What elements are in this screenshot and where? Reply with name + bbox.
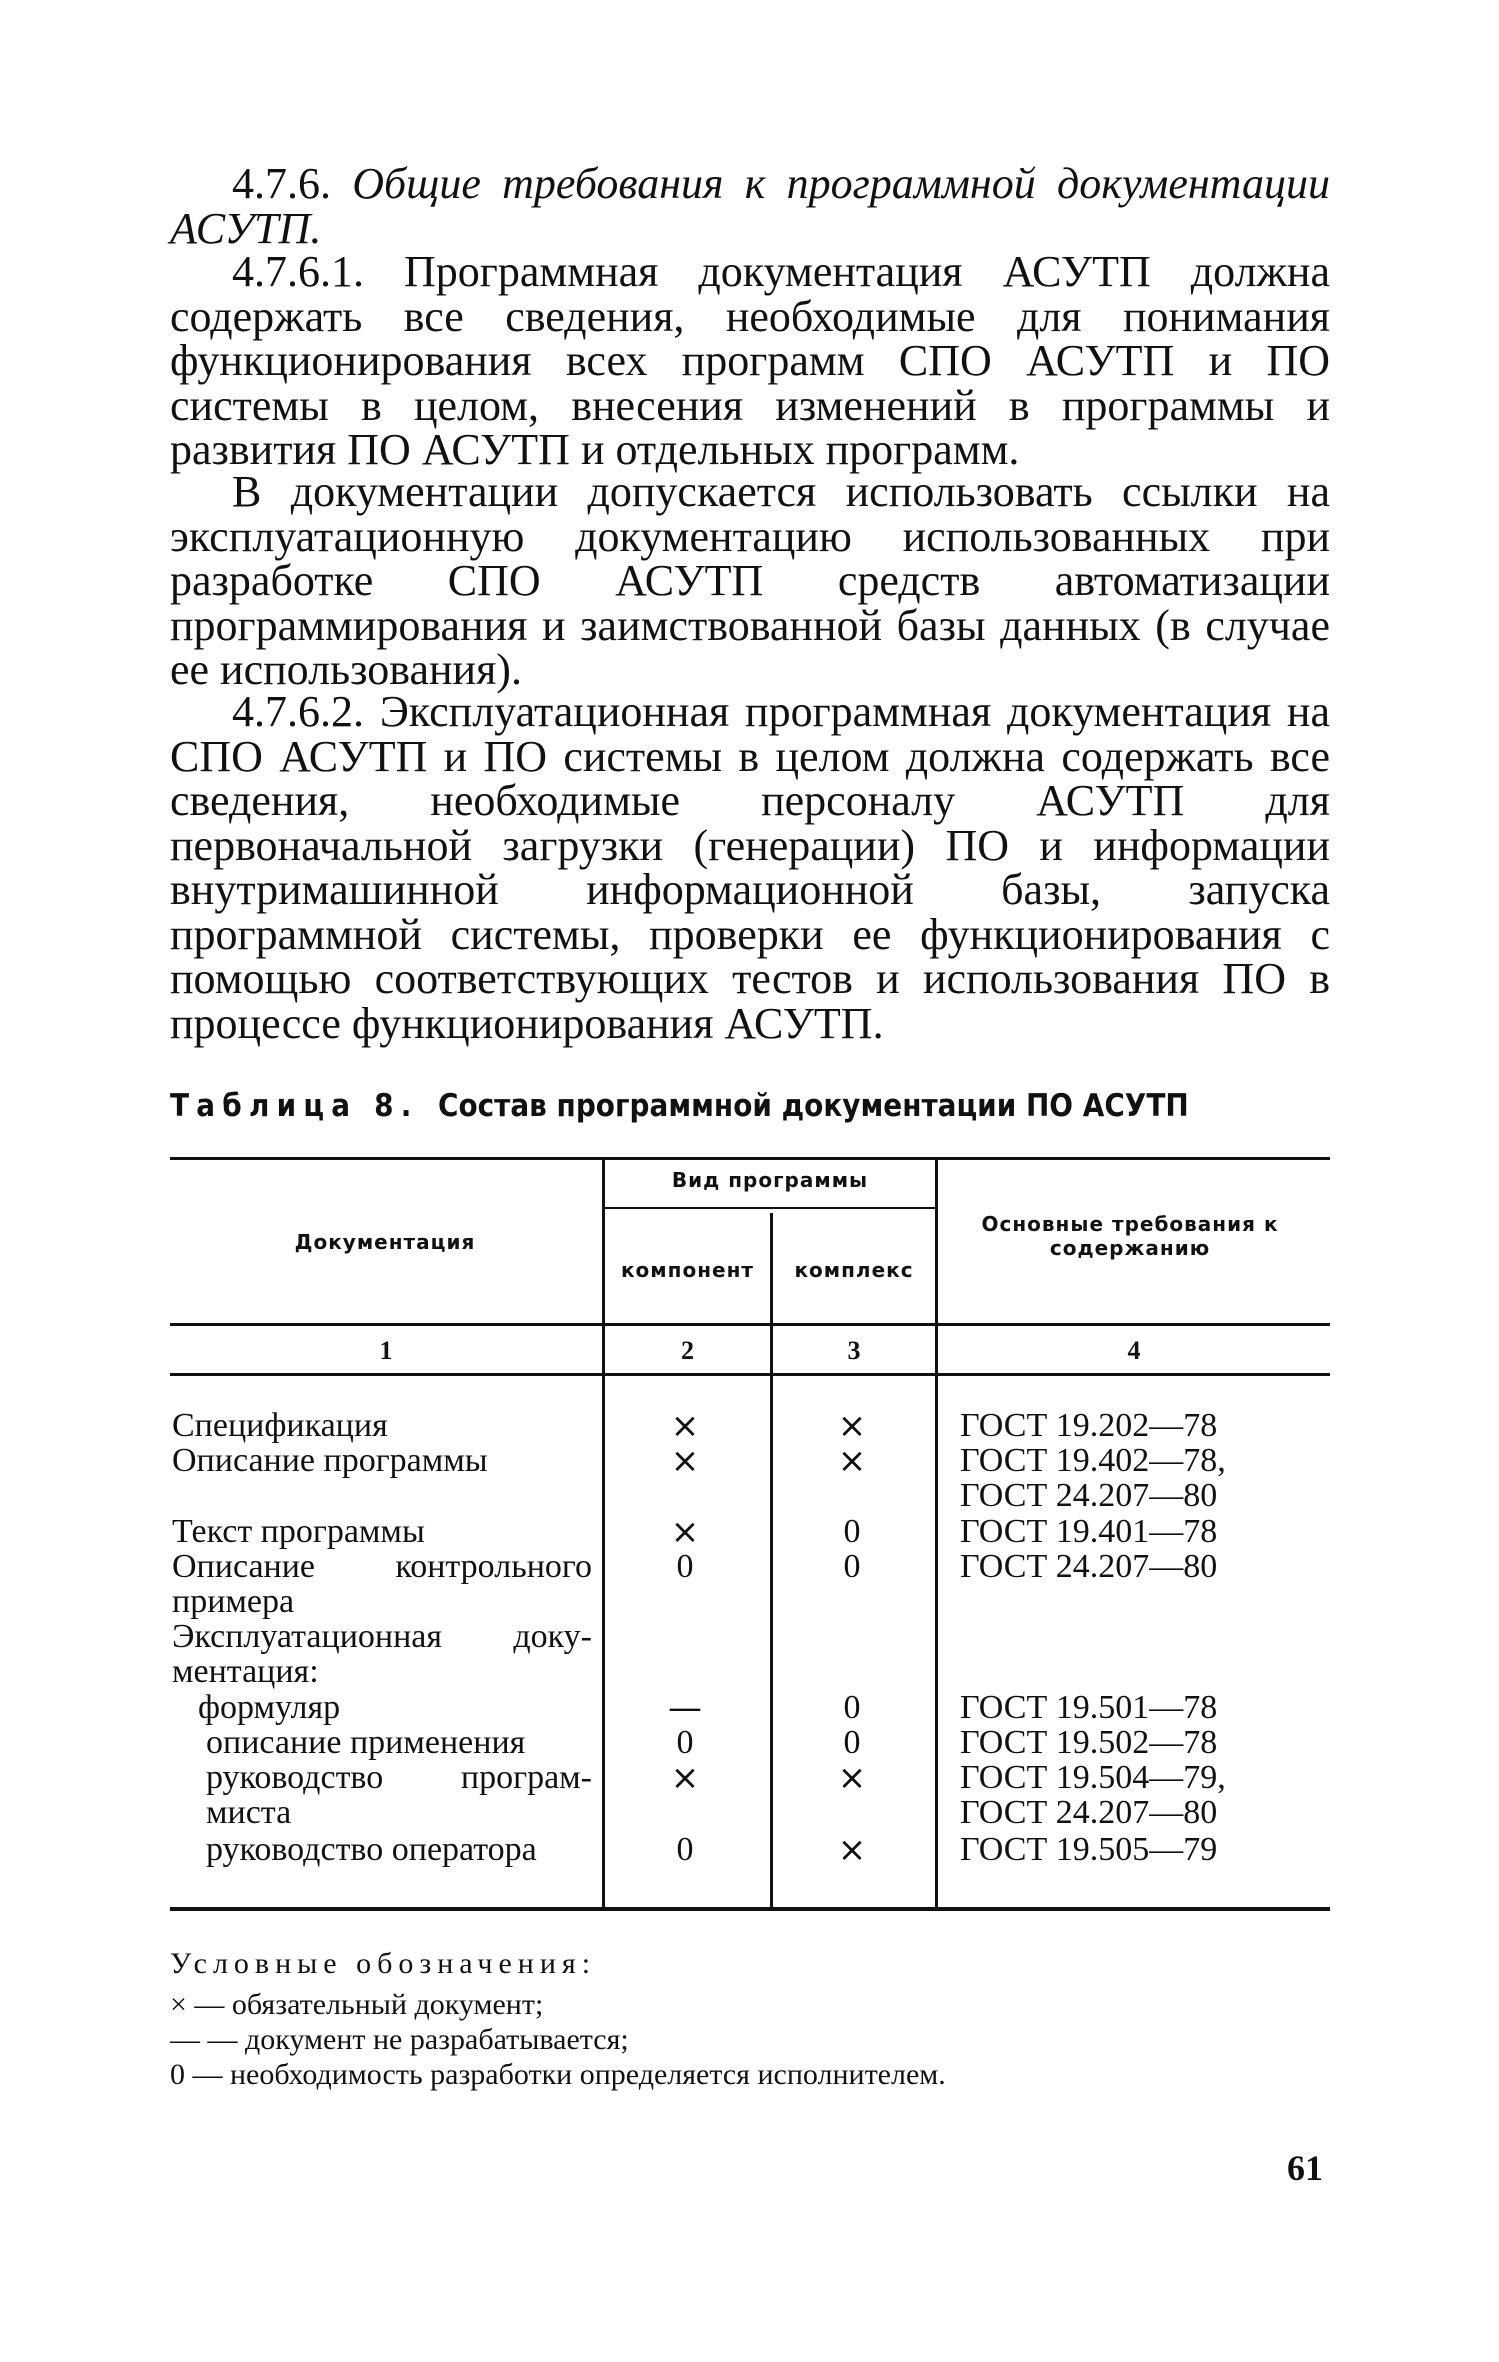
section-heading xyxy=(170,159,1330,253)
row-component-mark: × xyxy=(670,1512,700,1552)
row-doc: Описание контрольного xyxy=(172,1548,592,1585)
legend-item-not-developed: — — документ не разрабатывается; xyxy=(170,2023,629,2056)
row-requirement: ГОСТ 19.504—79, xyxy=(960,1759,1226,1796)
row-requirement-2: ГОСТ 24.207—80 xyxy=(960,1794,1218,1831)
row-doc: руководство оператора xyxy=(206,1831,537,1868)
row-doc: Текст программы xyxy=(172,1513,425,1550)
column-number-3: 3 xyxy=(847,1336,861,1365)
paragraph-references xyxy=(170,467,1330,694)
row-complex-mark: × xyxy=(837,1758,867,1798)
row-component-mark: × xyxy=(670,1406,700,1446)
row-doc: описание применения xyxy=(206,1724,526,1761)
row-doc: формуляр xyxy=(198,1689,341,1726)
row-component-mark: 0 xyxy=(676,1548,694,1585)
table-label: Таблица 8. xyxy=(170,1088,419,1124)
row-component-mark: × xyxy=(670,1758,700,1798)
row-requirement: ГОСТ 19.402—78, xyxy=(960,1442,1226,1479)
page-number: 61 xyxy=(1287,2148,1323,2188)
column-divider-2 xyxy=(770,1213,773,1908)
section-number: 4.7.6. xyxy=(232,159,331,208)
paragraph-text: В документации допускается использовать ссылки на эксплуатационную документацию использованных при разработке СПО АСУТП средств автоматизации программирования и заимствованной базы данных (в случае ее использования). xyxy=(170,467,1330,694)
row-complex-mark: 0 xyxy=(843,1513,861,1550)
row-doc: руководство програм- xyxy=(206,1759,592,1796)
legend-item-optional: 0 — необходимость разработки определяется исполнителем. xyxy=(170,2058,946,2091)
paragraph-text: 4.7.6.1. Программная документация АСУТП должна содержать все сведения, необходимые для понимания функционирования всех программ СПО АСУТП и ПО системы в целом, внесения изменений в программы и развития ПО АСУТП и отдельных программ. xyxy=(170,247,1330,474)
row-complex-mark: × xyxy=(837,1441,867,1481)
row-complex-mark: 0 xyxy=(843,1689,861,1726)
row-component-mark: 0 xyxy=(676,1831,694,1868)
row-requirement: ГОСТ 24.207—80 xyxy=(960,1548,1218,1585)
row-doc: Спецификация xyxy=(172,1407,388,1444)
row-requirement: ГОСТ 19.502—78 xyxy=(960,1724,1218,1761)
table-title: Состав программной документации ПО АСУТП xyxy=(437,1088,1189,1124)
header-program-type: Вид программы xyxy=(671,1168,869,1192)
header-documentation: Документация xyxy=(294,1230,476,1254)
column-number-1: 1 xyxy=(379,1336,393,1365)
row-complex-mark: 0 xyxy=(843,1724,861,1761)
header-requirements: Основные требования к содержанию xyxy=(981,1212,1279,1260)
table-bottom-rule xyxy=(170,1907,1330,1911)
row-doc: Эксплуатационная доку- xyxy=(172,1618,592,1655)
row-doc-continued: ментация: xyxy=(172,1653,319,1690)
row-component-mark: × xyxy=(670,1441,700,1481)
header-mid-rule xyxy=(605,1207,935,1209)
row-requirement: ГОСТ 19.501—78 xyxy=(960,1689,1218,1726)
table-caption xyxy=(170,1088,1189,1124)
row-requirement: ГОСТ 19.401—78 xyxy=(960,1513,1218,1550)
legend-item-mandatory: × — обязательный документ; xyxy=(170,1988,544,2021)
table-top-rule xyxy=(170,1157,1330,1160)
row-doc: Описание программы xyxy=(172,1442,488,1479)
section-title: Общие требования к программной документации АСУТП. xyxy=(170,159,1330,253)
column-number-4: 4 xyxy=(1127,1336,1141,1365)
row-component-mark: — xyxy=(668,1688,702,1728)
row-component-mark: 0 xyxy=(676,1724,694,1761)
colnum-bottom-rule xyxy=(170,1373,1330,1376)
paragraph-text: 4.7.6.2. Эксплуатационная программная документация на СПО АСУТП и ПО системы в целом должна содержать все сведения, необходимые персоналу АСУТП для первоначальной загрузки (генерации) ПО и информации внутримашинной информационной базы, запуска программной системы, проверки ее функционирования с помощью соответствующих тестов и использования ПО в процессе функционирования АСУТП. xyxy=(170,687,1330,1048)
header-bottom-rule xyxy=(170,1323,1330,1326)
row-requirement-2: ГОСТ 24.207—80 xyxy=(960,1477,1218,1514)
row-complex-mark: × xyxy=(837,1830,867,1870)
header-component: компонент xyxy=(620,1258,754,1282)
row-doc-continued: примера xyxy=(172,1583,295,1620)
row-complex-mark: 0 xyxy=(843,1548,861,1585)
paragraph-4-7-6-2 xyxy=(170,687,1330,1048)
row-complex-mark: × xyxy=(837,1406,867,1446)
row-doc-continued: миста xyxy=(206,1794,292,1831)
row-requirement: ГОСТ 19.505—79 xyxy=(960,1831,1218,1868)
header-complex: комплекс xyxy=(794,1258,914,1282)
column-divider-3 xyxy=(935,1160,938,1908)
row-requirement: ГОСТ 19.202—78 xyxy=(960,1407,1218,1444)
legend-title: Условные обозначения: xyxy=(170,1947,597,1980)
column-number-2: 2 xyxy=(681,1336,694,1365)
paragraph-4-7-6-1 xyxy=(170,247,1330,474)
